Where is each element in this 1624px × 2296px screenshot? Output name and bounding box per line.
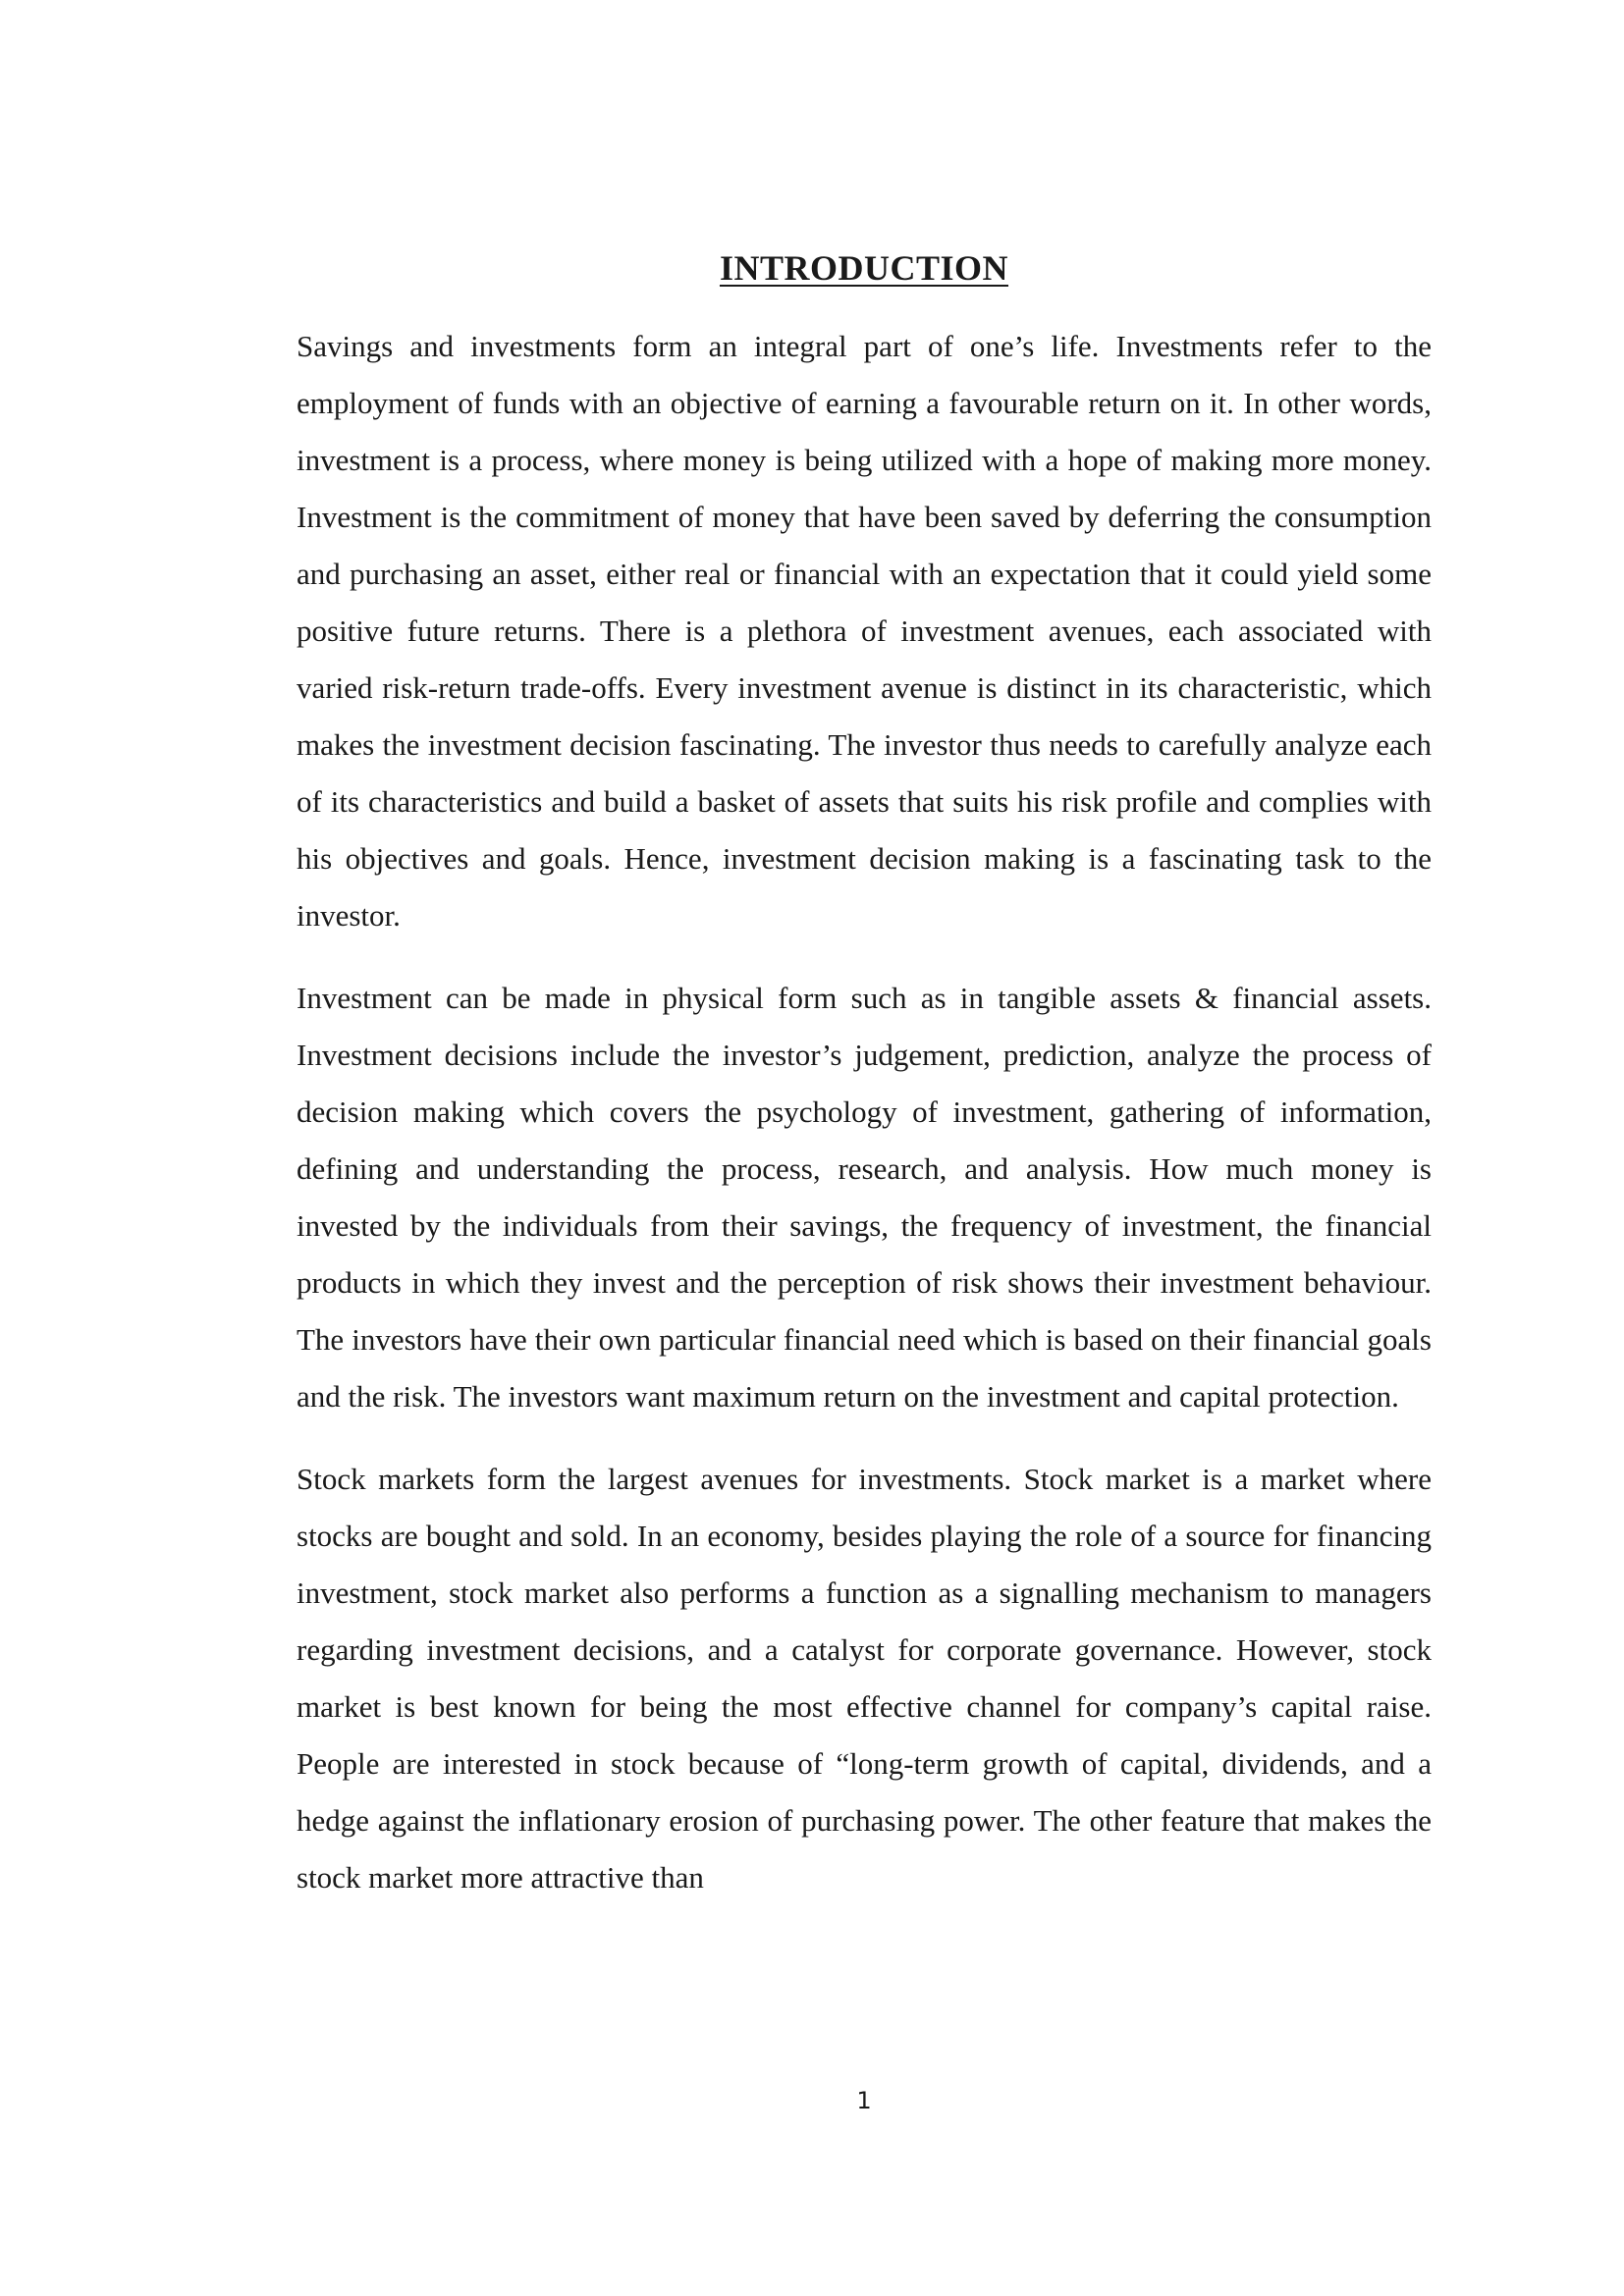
page-title: INTRODUCTION [719, 248, 1009, 288]
paragraph-3: Stock markets form the largest avenues for investments. Stock market is a market where stocks are bought and sold. In an economy, besides playing the role of a source for financing investment, stock market also performs a function as a signalling mechanism to managers regarding investment decisions, and a catalyst for corporate governance. However, stock market is best known for being the most effective channel for company’s capital raise. People are interested in stock because of “long-term growth of capital, dividends, and a hedge against the inflationary erosion of purchasing power. The other feature that makes the stock market more attractive than [297, 1462, 1432, 1895]
paragraph-1: Savings and investments form an integral part of one’s life. Investments refer to the employment of funds with an objective of earning a favourable return on it. In other words, investment is a process, where money is being utilized with a hope of making more money. Investment is the commitment of money that have been saved by deferring the consumption and purchasing an asset, either real or financial with an expectation that it could yield some positive future returns. There is a plethora of investment avenues, each associated with varied risk-return trade-offs. Every investment avenue is distinct in its characteristic, which makes the investment decision fascinating. The investor thus needs to carefully analyze each of its characteristics and build a basket of assets that suits his risk profile and complies with his objectives and goals. Hence, investment decision making is a fascinating task to the investor. [297, 329, 1432, 933]
paragraph-2: Investment can be made in physical form such as in tangible assets & financial assets. Investment decisions include the investor’s judgement, prediction, analyze the process of decision making which covers the psychology of investment, gathering of information, defining and understanding the process, research, and analysis. How much money is invested by the individuals from their savings, the frequency of investment, the financial products in which they invest and the perception of risk shows their investment behaviour. The investors have their own particular financial need which is based on their financial goals and the risk. The investors want maximum return on the investment and capital protection. [297, 981, 1432, 1414]
page-number: 1 [856, 2087, 872, 2114]
body-text [297, 318, 1432, 1932]
